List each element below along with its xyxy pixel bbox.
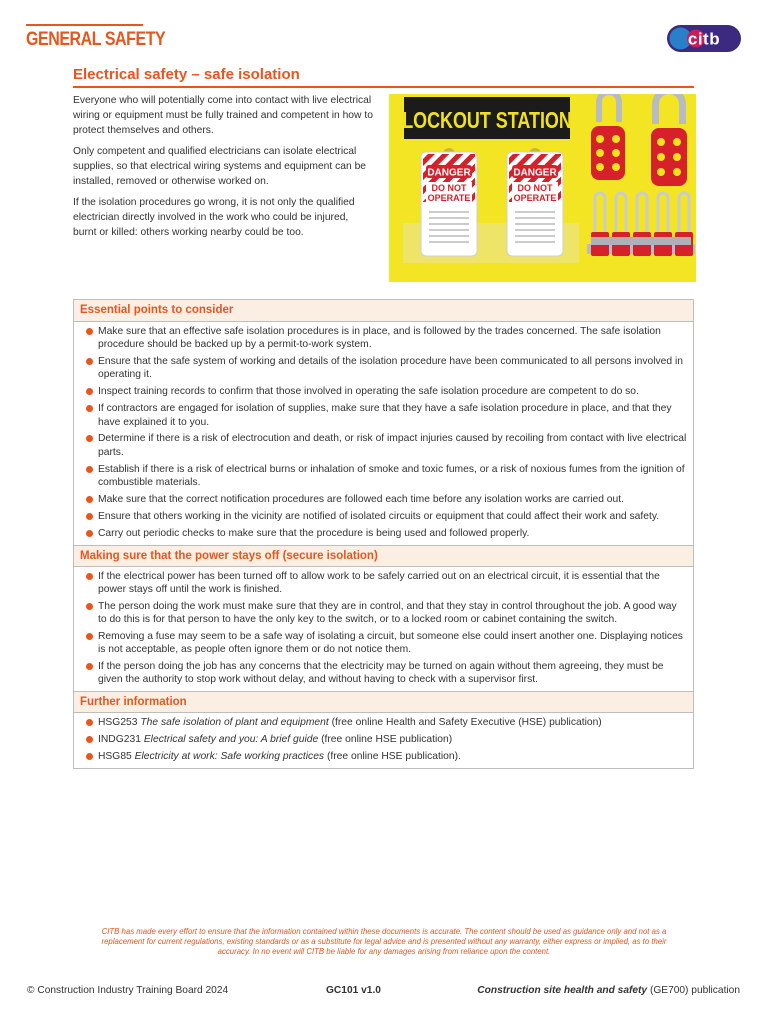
- section-body-further-information: [74, 713, 693, 768]
- bullet-icon: [86, 496, 93, 503]
- publication-suffix: (GE700) publication: [649, 985, 740, 996]
- bullet-icon: [86, 719, 93, 726]
- category-title: GENERAL SAFETY: [26, 29, 166, 50]
- bullet-icon: [86, 573, 93, 580]
- bullet-icon: [86, 513, 93, 520]
- bullet-icon: [86, 530, 93, 537]
- info-box: [73, 299, 694, 769]
- svg-text:OPERATE: OPERATE: [427, 193, 471, 203]
- section-body-essential-points: [74, 322, 693, 545]
- bullet-icon: [86, 358, 93, 365]
- bullet-icon: [86, 603, 93, 610]
- publication-title: Construction site health and safety: [477, 985, 648, 996]
- list-item: Ensure that the safe system of working and details of the isolation procedure have been communicated to all persons involved in operating it.: [84, 355, 687, 382]
- list-item: If contractors are engaged for isolation of supplies, make sure that they have a safe isolation procedure in place, and that they have explained it to you.: [84, 402, 687, 429]
- header-rule: [26, 24, 143, 26]
- footer-copyright: © Construction Industry Training Board 2024: [27, 985, 229, 996]
- bullet-icon: [86, 405, 93, 412]
- station-sign-text: LOCKOUT STATION: [402, 107, 572, 134]
- bullet-icon: [86, 633, 93, 640]
- reference-item: INDG231 Electrical safety and you: A brief guide (free online HSE publication): [84, 733, 687, 746]
- danger-tag: [507, 148, 563, 256]
- list-item: Make sure that an effective safe isolation procedures is in place, and is followed by the trades concerned. The safe isolation procedure should be backed up by a permit-to-work system.: [84, 325, 687, 352]
- section-body-secure-isolation: [74, 567, 693, 692]
- section-heading-secure-isolation: Making sure that the power stays off (secure isolation): [74, 545, 693, 567]
- bullet-icon: [86, 328, 93, 335]
- list-item: Carry out periodic checks to make sure that the procedure is being used and followed properly.: [84, 527, 687, 540]
- page-title: Electrical safety – safe isolation: [73, 66, 300, 83]
- list-item: Removing a fuse may seem to be a safe way of isolating a circuit, but someone else could insert another one. Displaying notices is not acceptable, as people often ignore them or do not notice them.: [84, 630, 687, 657]
- lockout-station-photo: [389, 94, 696, 282]
- reference-item: HSG85 Electricity at work: Safe working practices (free online HSE publication).: [84, 750, 687, 763]
- bullet-icon: [86, 435, 93, 442]
- reference-item: HSG253 The safe isolation of plant and equipment (free online Health and Safety Executive (HSE) publication): [84, 716, 687, 729]
- list-item: Inspect training records to confirm that those involved in operating the safe isolation procedure are competent to do so.: [84, 385, 687, 398]
- list-item: The person doing the work must make sure that they are in control, and that they stay in control throughout the job. A good way to do this is for that person to have the only key to the switch, or to a locked room or cabinet containing the switch.: [84, 600, 687, 627]
- bullet-icon: [86, 663, 93, 670]
- list-item: If the person doing the job has any concerns that the electricity may be turned on again without them agreeing, they must be given the authority to stop work without delay, and without having to check with a supervisor first.: [84, 660, 687, 687]
- bullet-icon: [86, 753, 93, 760]
- footer-doc-code: GC101 v1.0: [326, 985, 381, 996]
- list-item: Determine if there is a risk of electrocution and death, or risk of impact injuries caused by recoiling from contact with live electrical parts.: [84, 432, 687, 459]
- intro-text: [73, 93, 373, 246]
- bullet-icon: [86, 388, 93, 395]
- list-item: If the electrical power has been turned off to allow work to be safely carried out on an electrical circuit, it is essential that the power stays off until the work is finished.: [84, 570, 687, 597]
- svg-text:DANGER: DANGER: [513, 167, 557, 179]
- section-heading-essential-points: Essential points to consider: [74, 300, 693, 322]
- intro-paragraph: Everyone who will potentially come into contact with live electrical wiring or equipment must be fully trained and competent in how to protect themselves and others.: [73, 95, 373, 136]
- svg-text:DO NOT: DO NOT: [431, 183, 467, 193]
- intro-paragraph: Only competent and qualified electricians can isolate electrical supplies, so that electrical wiring systems and equipment can be installed, removed or otherwise worked on.: [73, 146, 367, 187]
- danger-tag: [421, 148, 477, 256]
- list-item: Establish if there is a risk of electrical burns or inhalation of smoke and toxic fumes, or a risk of noxious fumes from the ignition of combustible materials.: [84, 463, 687, 490]
- list-item: Ensure that others working in the vicinity are notified of isolated circuits or equipment that could affect their work and safety.: [84, 510, 687, 523]
- bullet-icon: [86, 736, 93, 743]
- footer-publication: [477, 985, 740, 996]
- logo-text: citb: [687, 29, 721, 49]
- section-heading-further-information: Further information: [74, 691, 693, 713]
- disclaimer: CITB has made every effort to ensure that the information contained within these documents is accurate. The content should be used as guidance only and not as a replacement for current regulations, existing standards or as a substitute for legal advice and is presented without any warranty, either express or implied, as to their accuracy. In no event will CITB be liable for any damages arising from reliance upon the content.: [101, 927, 667, 956]
- title-rule: [73, 86, 694, 88]
- citb-logo: [667, 25, 741, 52]
- list-item: Make sure that the correct notification procedures are followed each time before any isolation works are carried out.: [84, 493, 687, 506]
- svg-text:OPERATE: OPERATE: [513, 193, 557, 203]
- bullet-icon: [86, 466, 93, 473]
- svg-text:DANGER: DANGER: [427, 167, 471, 179]
- intro-paragraph: If the isolation procedures go wrong, it is not only the qualified electrician directly involved in the work who could be injured, burnt or killed: others working nearby could be too.: [73, 197, 355, 238]
- svg-text:DO NOT: DO NOT: [517, 183, 553, 193]
